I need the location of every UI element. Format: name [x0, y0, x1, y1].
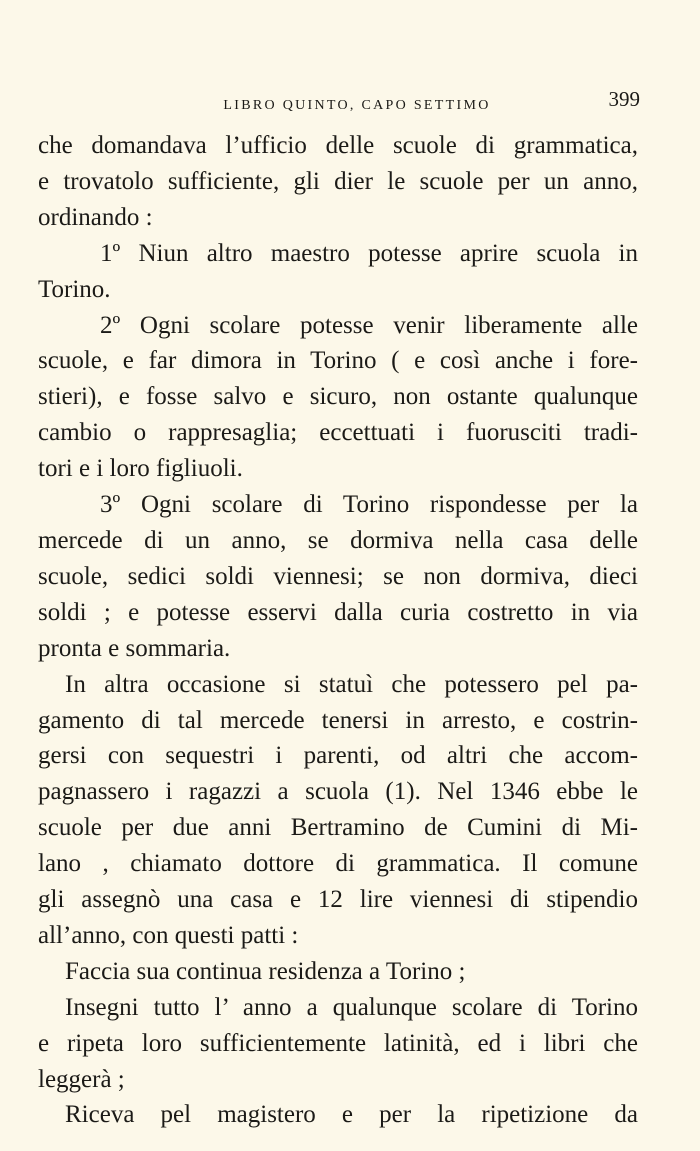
text-line: gli assegnò una casa e 12 lire viennesi di stipendio	[38, 886, 638, 914]
text-line: gersi con sequestri i parenti, od altri che accom-	[38, 742, 638, 770]
text-line: lano , chiamato dottore di grammatica. Il comune	[38, 850, 638, 878]
text-line: scuole, sedici soldi viennesi; se non dormiva, dieci	[38, 562, 638, 590]
text-line: tori e i loro figliuoli.	[38, 455, 243, 483]
text-line: scuole, e far dimora in Torino ( e così anche i fore-	[38, 347, 638, 375]
text-line: all’anno, con questi patti :	[38, 921, 299, 949]
text-line: cambio o rappresaglia; eccettuati i fuorusciti tradi-	[38, 419, 638, 447]
text-line: Torino.	[38, 275, 111, 303]
text-line: e ripeta loro sufficientemente latinità, ed i libri che	[38, 1029, 638, 1057]
text-line: 2º Ogni scolare potesse venir liberamente alle	[100, 311, 638, 339]
text-line: e trovatolo sufficiente, gli dier le scuole per un anno,	[38, 167, 638, 195]
text-line: 3º Ogni scolare di Torino rispondesse per la	[100, 491, 638, 519]
text-line: mercede di un anno, se dormiva nella casa delle	[38, 526, 638, 554]
page-body	[38, 128, 638, 1133]
text-line: In altra occasione si statuì che potessero pel pa-	[65, 670, 638, 698]
page-header	[38, 80, 640, 114]
text-line: gamento di tal mercede tenersi in arresto, e costrin-	[38, 706, 638, 734]
text-line: leggerà ;	[38, 1065, 125, 1093]
text-line: pronta e sommaria.	[38, 634, 231, 662]
text-line: pagnassero i ragazzi a scuola (1). Nel 1346 ebbe le	[38, 778, 638, 806]
text-line: Riceva pel magistero e per la ripetizione da	[65, 1101, 638, 1129]
text-line: stieri), e fosse salvo e sicuro, non ostante qualunque	[38, 383, 638, 411]
page-number: 399	[608, 87, 640, 111]
running-head: LIBRO QUINTO, CAPO SETTIMO	[223, 98, 491, 113]
text-line: Faccia sua continua residenza a Torino ;	[65, 957, 466, 985]
text-line: Insegni tutto l’ anno a qualunque scolare di Torino	[65, 993, 638, 1021]
text-line: che domandava l’ufficio delle scuole di grammatica,	[38, 132, 638, 159]
text-line: 1º Niun altro maestro potesse aprire scuola in	[100, 239, 638, 267]
text-line: soldi ; e potesse esservi dalla curia costretto in via	[38, 598, 638, 626]
text-line: ordinando :	[38, 203, 153, 231]
text-line: scuole per due anni Bertramino de Cumini di Mi-	[38, 814, 638, 842]
